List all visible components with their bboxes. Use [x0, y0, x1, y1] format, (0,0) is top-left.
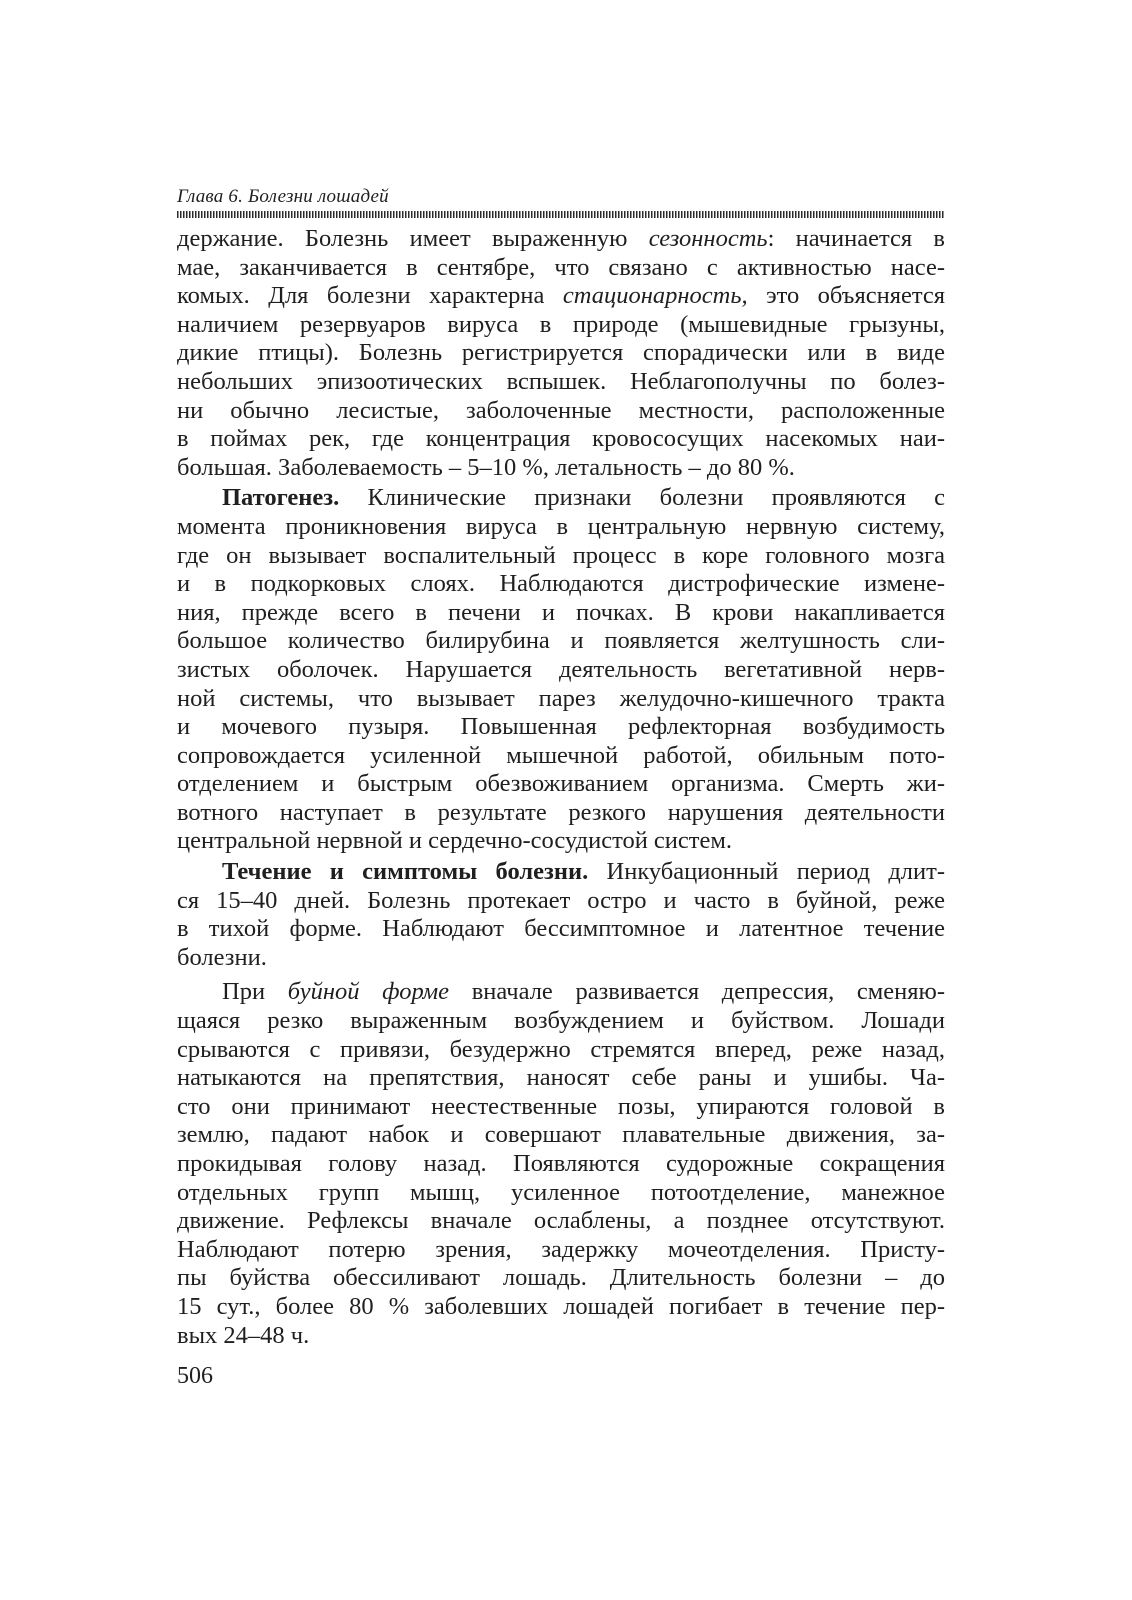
text-line: центральной нервной и сердечно-сосудистой систем. [177, 827, 733, 855]
text-line: ся 15–40 дней. Болезнь протекает остро и часто в буйной, реже [177, 886, 945, 914]
text-line: Течение и симптомы болезни. Инкубационный период длит- [222, 858, 946, 886]
text-line: сопровождается усиленной мышечной работой, обильным пото- [177, 741, 945, 769]
text-line: сто они принимают неестественные позы, упираются головой в [177, 1092, 945, 1120]
italic-run: буйной форме [287, 978, 450, 1006]
text-line: в поймах рек, где концентрация кровососущих насекомых наи- [177, 425, 945, 453]
italic-run: стационарность, [562, 282, 748, 310]
body-text [177, 225, 945, 1350]
bold-run: Течение и симптомы болезни. [222, 858, 589, 886]
text-line: мае, заканчивается в сентябре, что связано с активностью насе- [177, 253, 945, 281]
book-page [177, 186, 945, 1390]
paragraph [177, 858, 945, 972]
text-line: Патогенез. Клинические признаки болезни проявляются с [222, 484, 945, 512]
text-line: зистых оболочек. Нарушается деятельность вегетативной нерв- [177, 655, 945, 683]
page-number: 506 [177, 1363, 213, 1390]
text-line: ния, прежде всего в печени и почках. В крови накапливается [177, 598, 945, 626]
text-line: и мочевого пузыря. Повышенная рефлекторная возбудимость [177, 713, 945, 741]
text-line: 15 сут., более 80 % заболевших лошадей погибает в течение пер- [177, 1292, 945, 1320]
text-line: ной системы, что вызывает парез желудочно-кишечного тракта [177, 684, 945, 712]
text-line: момента проникновения вируса в центральную нервную систему, [177, 512, 945, 540]
text-line: При буйной форме вначале развивается депрессия, сменяю- [222, 978, 945, 1006]
paragraph [177, 484, 945, 856]
text-line: срываются с привязи, безудержно стремятся вперед, реже назад, [177, 1035, 945, 1063]
header-rule [177, 211, 945, 218]
text-line: отдельных групп мышц, усиленное потоотделение, манежное [177, 1178, 945, 1206]
text-line: Наблюдают потерю зрения, задержку мочеотделения. Присту- [177, 1235, 945, 1263]
text-line: вотного наступает в результате резкого нарушения деятельности [177, 798, 945, 826]
text-line: отделением и быстрым обезвоживанием организма. Смерть жи- [177, 770, 945, 798]
text-line: в тихой форме. Наблюдают бессимптомное и латентное течение [177, 915, 945, 943]
text-line: щаяся резко выраженным возбуждением и буйством. Лошади [177, 1007, 945, 1035]
italic-run: сезонность [648, 225, 768, 252]
text-line: большая. Заболеваемость – 5–10 %, летальность – до 80 %. [177, 453, 795, 481]
text-line: большое количество билирубина и появляется желтушность сли- [177, 627, 945, 655]
text-line: держание. Болезнь имеет выраженную сезонность: начинается в [177, 225, 945, 252]
text-line: движение. Рефлексы вначале ослаблены, а позднее отсутствуют. [177, 1207, 945, 1235]
bold-run: Патогенез. [222, 484, 340, 512]
text-line: вых 24–48 ч. [177, 1321, 310, 1349]
text-line: комых. Для болезни характерна стационарность, это объясняется [177, 282, 945, 310]
text-line: наличием резервуаров вируса в природе (мышевидные грызуны, [177, 310, 945, 338]
text-line: натыкаются на препятствия, наносят себе раны и ушибы. Ча- [177, 1064, 945, 1092]
text-line: небольших эпизоотических вспышек. Неблагополучны по болез- [177, 367, 945, 395]
text-line: пы буйства обессиливают лошадь. Длительность болезни – до [177, 1264, 945, 1292]
text-line: болезни. [177, 943, 267, 971]
text-line: прокидывая голову назад. Появляются судорожные сокращения [177, 1150, 945, 1177]
paragraph [177, 225, 945, 482]
text-line: где он вызывает воспалительный процесс в коре головного мозга [177, 541, 945, 569]
text-line: дикие птицы). Болезнь регистрируется спорадически или в виде [177, 339, 945, 367]
text-line: и в подкорковых слоях. Наблюдаются дистрофические измене- [177, 570, 945, 598]
text-line: землю, падают набок и совершают плавательные движения, за- [177, 1121, 945, 1149]
text-line: ни обычно лесистые, заболоченные местности, расположенные [177, 396, 945, 424]
running-head: Глава 6. Болезни лошадей [177, 186, 389, 207]
paragraph [177, 978, 945, 1350]
